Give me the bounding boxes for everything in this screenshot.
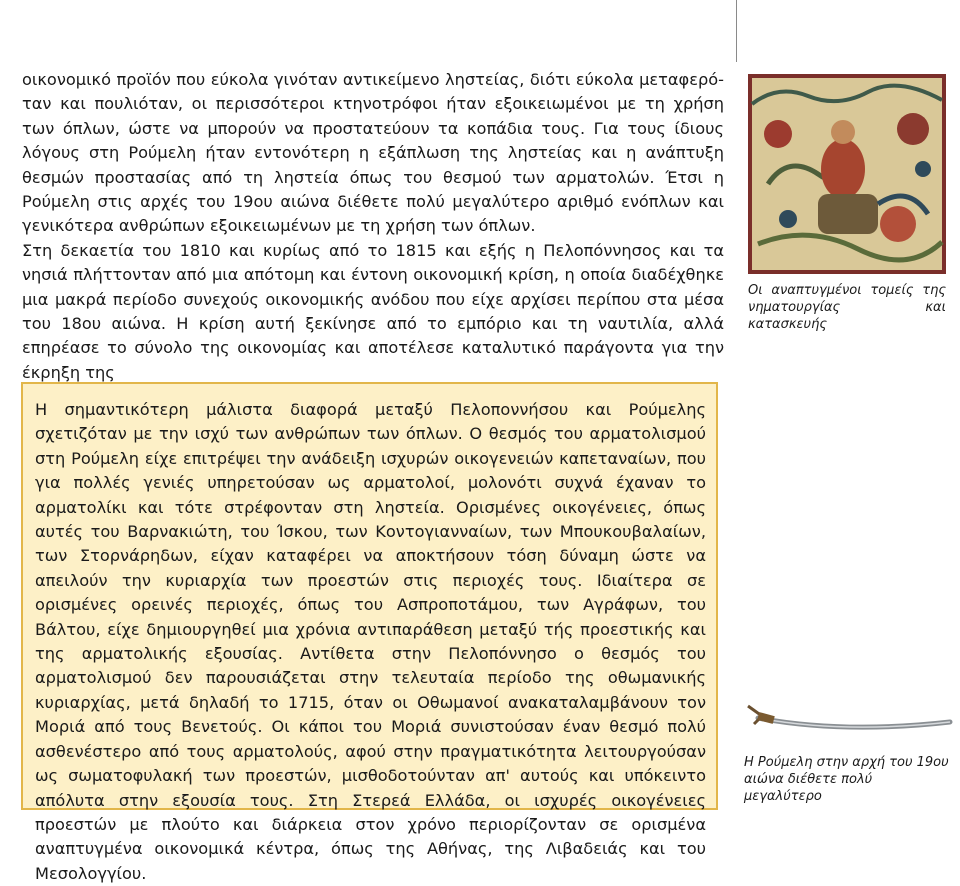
paragraph-2: Στη δεκαετία του 1810 και κυρίως από το 1815 και εξής η Πελοπόννησος και τα νησιά πλήττονταν από μια απότομη και έντονη οικονομική κρίση, η οποία διαδέχθηκε μια μακρά περίοδο συνεχούς οικονομικής ανόδου που είχε αρχίσει περίπου στα μέσα του 18ου αιώνα. Η κρίση αυτή ξεκίνησε από το εμπόριο και τη ναυτιλία, αλλά επηρέασε το σύνολο της οικονομίας και αποτέλεσε καταλυτικό παράγοντα για την έκρηξη της xyxy=(22,240,724,382)
figure1-caption: Οι αναπτυγμένοι τομείς της νηματουργίας και κατασκευής xyxy=(748,283,946,332)
figure2-caption: Η Ρούμελη στην αρχή του 19ου αιώνα διέθετε πολύ μεγαλύτερο xyxy=(744,755,949,804)
sword-image xyxy=(744,700,954,748)
main-text-column xyxy=(22,68,724,385)
embroidery-image xyxy=(748,74,946,274)
highlight-box-text: Η σημαντικότερη μάλιστα διαφορά μεταξύ Πελοποννήσου και Ρούμελης σχετιζόταν με την ισχύ των ανθρώπων των όπλων. Ο θεσμός του αρματολισμού στη Ρούμελη είχε επιτρέψει την ανάδειξη ισχυρών οικογενειών καπεταναίων, που για πολλές γενιές υπηρετούσαν ως αρματολοί, μολονότι συχνά έχαναν το αρματολίκι και τότε στρέφονταν στη ληστεία. Ορισμένες οικογένειες, όπως αυτές του Βαρνακιώτη, του Ίσκου, των Κοντογιανναίων, των Μπουκουβαλαίων, των Στορνάρηδων, είχαν καταφέρει να αποκτήσουν τόση δύναμη ώστε να απειλούν την κυριαρχία των προεστών στις περιοχές τους. Ιδιαίτερα σε ορισμένες ορεινές περιοχές, όπως του Ασπροποτάμου, των Αγράφων, του Βάλτου, είχε δημιουργηθεί μια χρόνια αντιπαράθεση μεταξύ τής προεστικής και της αρματολικής εξουσίας. Αντίθετα στην Πελοπόννησο ο θεσμός του αρματολισμού δεν παρουσιάζεται στην τελευταία περίοδο της οθωμανικής κυριαρχίας, μετά δηλαδή το 1715, όταν οι Οθωμανοί ανακαταλαμβάνουν τον Μοριά από τους Βενετούς. Οι κάποι του Μοριά συνιστούσαν έναν θεσμό πολύ ασθενέστερο από τους αρματολούς, αφού στην πραγματικότητα λειτουργούσαν ως σωματοφυλακή των προεστών, μισθοδοτούνταν απ' αυτούς και υπόκειντο απόλυτα στην εξουσία τους. Στη Στερεά Ελλάδα, οι ισχυρές οικογένειες προεστών με πλούτο και διάρκεια στον χρόνο περιορίζονταν σε ορισμένα αναπτυγμένα οικονομικά κέντρα, όπως της Αθήνας, της Λιβαδειάς και του Μεσολογγίου. xyxy=(35,400,706,883)
highlight-box xyxy=(21,382,718,883)
paragraph-1: οικονομικό προϊόν που εύκολα γινόταν αντικείμενο ληστείας, διότι εύκολα μεταφερόταν και πουλιόταν, οι περισσότεροι κτηνοτρόφοι ήταν εξοικειωμένοι με τη χρήση των όπλων, ώστε να μπορούν να προστατεύουν τα κοπάδια τους. Για τους ίδιους λόγους στη Ρούμελη ήταν εντονότερη η εξάπλωση της ληστείας και η ανάπτυξη θεσμών προστασίας από τη ληστεία όπως του θεσμού των αρματολών. Έτσι η Ρούμελη στις αρχές του 19ου αιώνα διέθετε πολύ μεγαλύτερο αριθμό ενόπλων και γενικότερα ανθρώπων εξοικειωμένων με τη χρήση των όπλων. xyxy=(22,70,724,236)
margin-divider xyxy=(736,0,737,62)
